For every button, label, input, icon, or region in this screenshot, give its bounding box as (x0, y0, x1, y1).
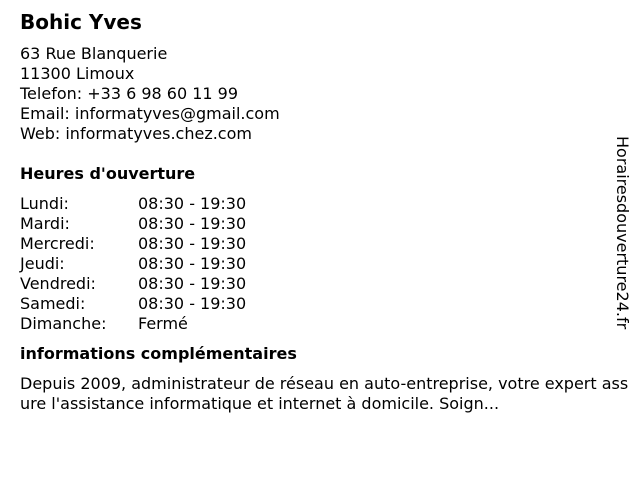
day-label: Vendredi: (20, 274, 96, 293)
hours-row (20, 194, 620, 214)
day-label: Mardi: (20, 214, 70, 233)
web-line: Web: informatyves.chez.com (20, 124, 252, 143)
hours-row (20, 314, 620, 334)
time-value: 08:30 - 19:30 (138, 214, 247, 233)
time-value: 08:30 - 19:30 (138, 194, 247, 213)
hours-row (20, 274, 620, 294)
email-line: Email: informatyves@gmail.com (20, 104, 280, 123)
address-city: 11300 Limoux (20, 64, 135, 83)
day-label: Lundi: (20, 194, 69, 213)
hours-row (20, 234, 620, 254)
day-label: Dimanche: (20, 314, 107, 333)
time-value: 08:30 - 19:30 (138, 234, 247, 253)
address-street: 63 Rue Blanquerie (20, 44, 168, 63)
phone-line: Telefon: +33 6 98 60 11 99 (20, 84, 239, 103)
site-watermark: Horairesdouverture24.fr (613, 136, 632, 330)
time-value: 08:30 - 19:30 (138, 274, 247, 293)
day-label: Jeudi: (20, 254, 65, 273)
business-name: Bohic Yves (20, 10, 142, 34)
hours-row (20, 294, 620, 314)
time-value: 08:30 - 19:30 (138, 254, 247, 273)
time-value: Fermé (138, 314, 188, 333)
day-label: Samedi: (20, 294, 86, 313)
info-title: informations complémentaires (20, 344, 297, 363)
day-label: Mercredi: (20, 234, 95, 253)
hours-title: Heures d'ouverture (20, 164, 196, 183)
time-value: 08:30 - 19:30 (138, 294, 247, 313)
hours-row (20, 214, 620, 234)
hours-table (20, 194, 620, 334)
info-text: Depuis 2009, administrateur de réseau en auto-entreprise, votre expert assure l'assistance informatique et internet à domicile. Soign... (20, 374, 629, 413)
hours-row (20, 254, 620, 274)
